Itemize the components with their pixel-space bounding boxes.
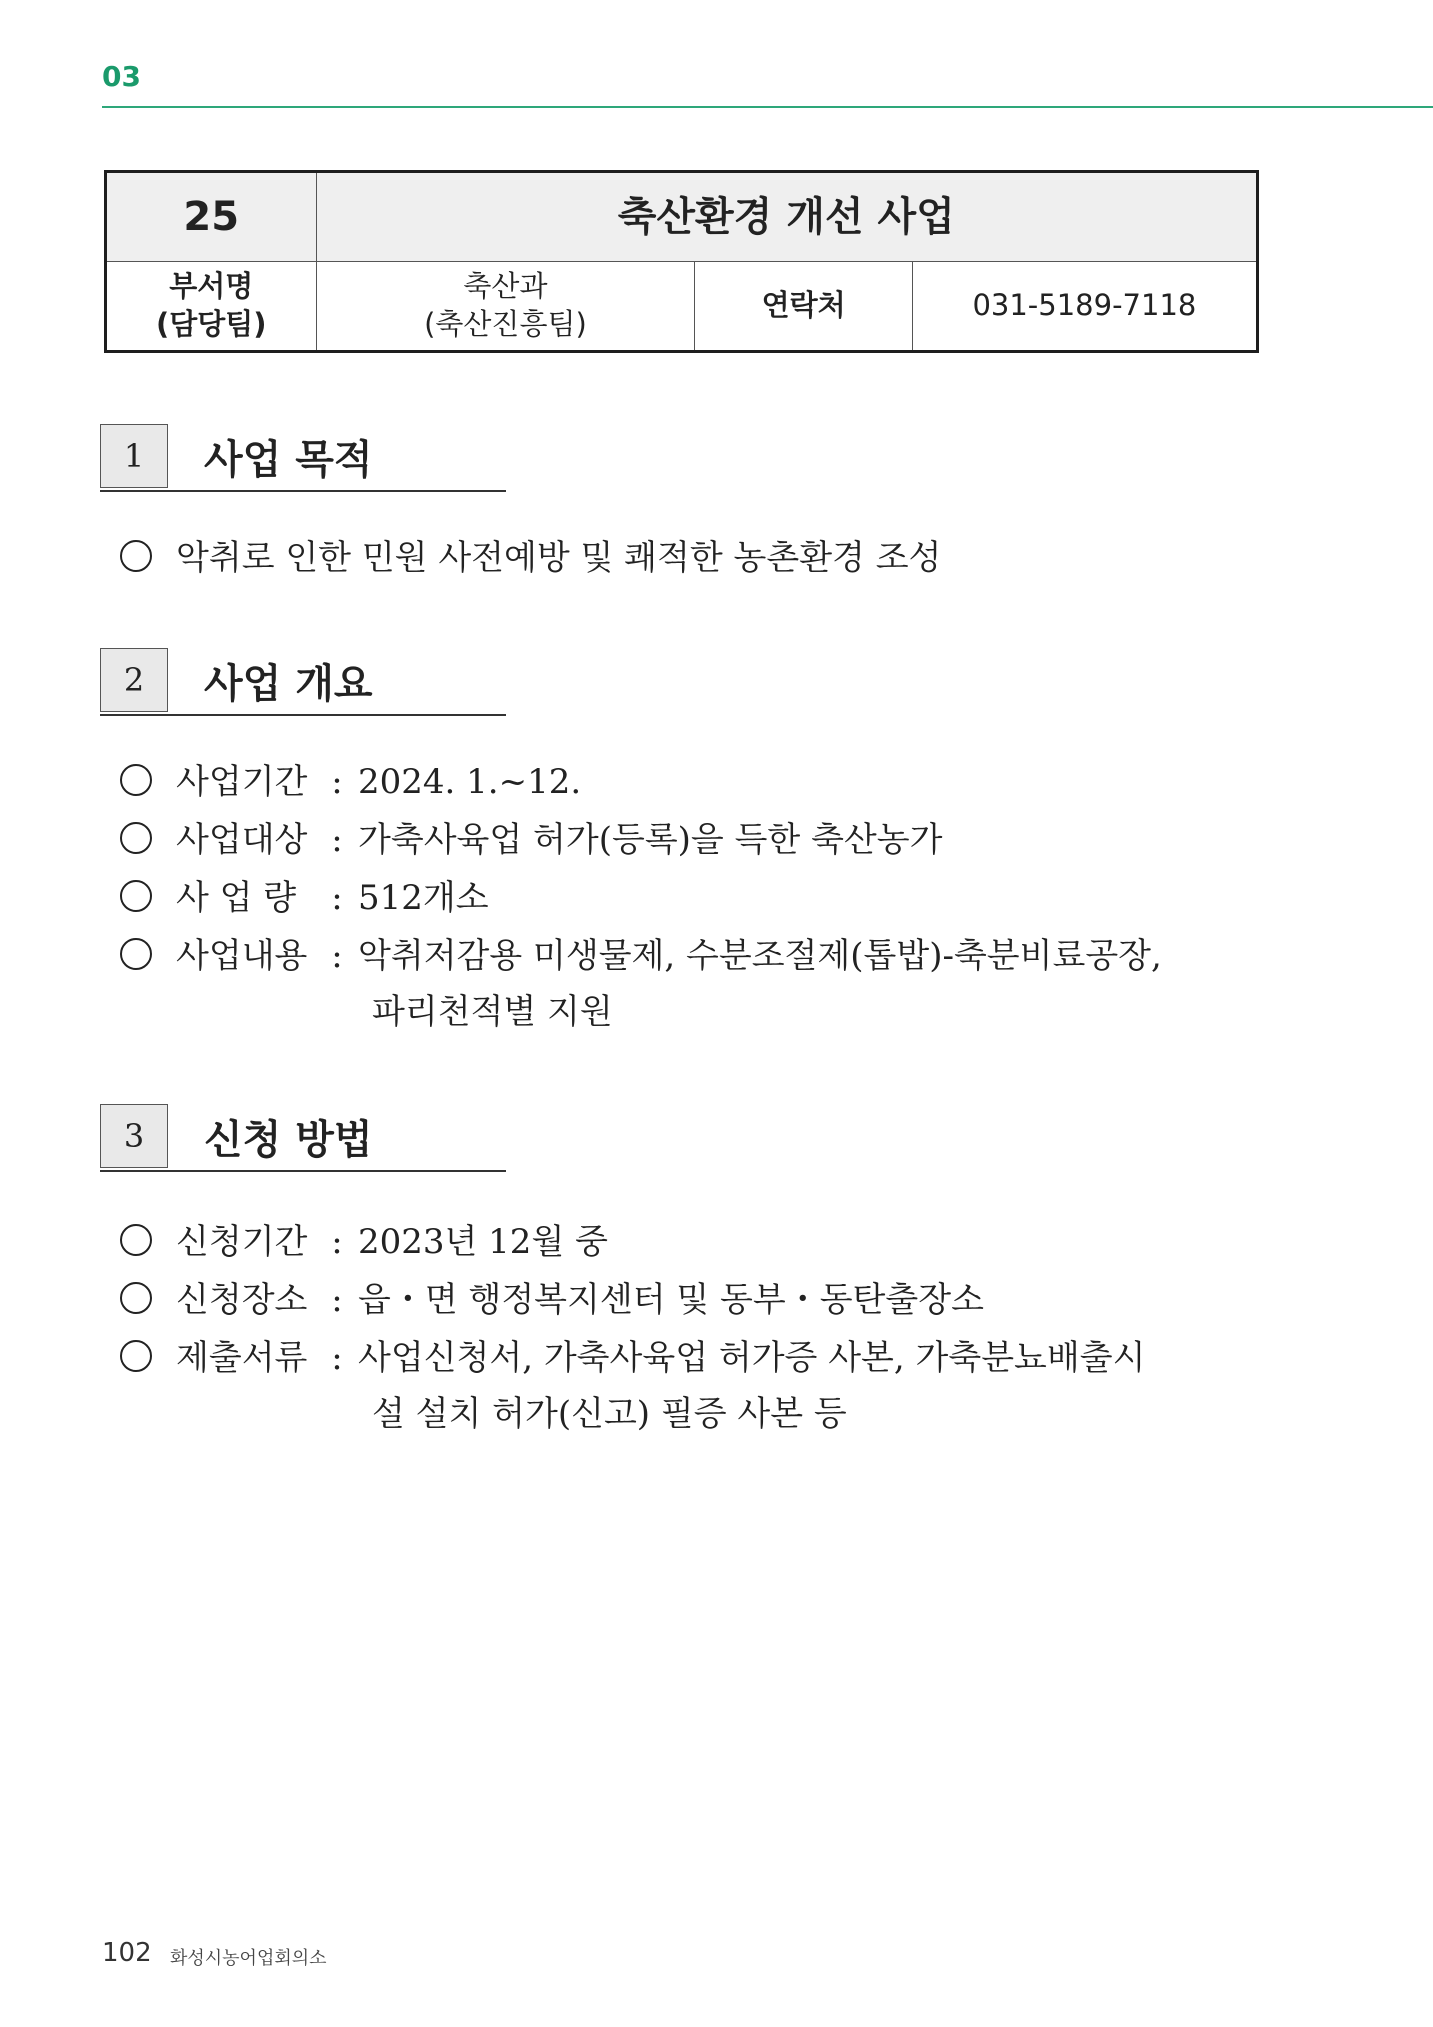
circle-bullet-icon	[120, 1224, 152, 1256]
item-label: 사업대상	[176, 820, 308, 860]
footer-organization: 화성시농어업회의소	[170, 1948, 327, 1969]
list-item	[120, 812, 942, 861]
circle-bullet-icon	[120, 540, 152, 572]
circle-bullet-icon	[120, 822, 152, 854]
project-title: 축산환경 개선 사업	[316, 172, 1258, 262]
section-title: 사업 개요	[204, 661, 373, 707]
list-item	[120, 870, 489, 919]
section-number: 3	[100, 1104, 168, 1168]
chapter-number: 03	[102, 60, 141, 93]
project-info-table	[104, 170, 1259, 353]
item-label: 사업기간	[176, 762, 308, 802]
section-number: 2	[100, 648, 168, 712]
info-table-detail-row	[106, 262, 1258, 352]
colon-separator: :	[331, 878, 343, 918]
contact-label: 연락처	[695, 262, 912, 352]
list-item	[120, 754, 581, 803]
project-number: 25	[106, 172, 317, 262]
section-heading	[100, 648, 506, 716]
item-value: 읍・면 행정복지센터 및 동부・동탄출장소	[358, 1280, 984, 1320]
section-heading	[100, 1104, 506, 1172]
item-value-continuation: 설 설치 허가(신고) 필증 사본 등	[372, 1394, 847, 1434]
section-title: 사업 목적	[204, 437, 373, 483]
item-value: 가축사육업 허가(등록)을 득한 축산농가	[358, 820, 943, 860]
info-table-header-row	[106, 172, 1258, 262]
team-label: (담당팀)	[155, 307, 267, 341]
list-item	[120, 1330, 1145, 1379]
list-item	[120, 928, 1162, 977]
item-value: 2023년 12월 중	[358, 1222, 608, 1262]
dept-label-cell	[106, 262, 317, 352]
list-item	[120, 530, 941, 579]
circle-bullet-icon	[120, 880, 152, 912]
dept-label: 부서명	[169, 269, 254, 304]
item-label: 제출서류	[176, 1338, 308, 1378]
item-value: 512개소	[358, 878, 489, 918]
circle-bullet-icon	[120, 938, 152, 970]
circle-bullet-icon	[120, 764, 152, 796]
list-item	[120, 1272, 984, 1321]
item-text: 악취로 인한 민원 사전예방 및 쾌적한 농촌환경 조성	[176, 538, 942, 578]
item-value: 사업신청서, 가축사육업 허가증 사본, 가축분뇨배출시	[358, 1338, 1146, 1378]
colon-separator: :	[331, 1280, 343, 1320]
item-label: 신청장소	[176, 1280, 308, 1320]
dept-value-cell	[316, 262, 695, 352]
item-value: 악취저감용 미생물제, 수분조절제(톱밥)-축분비료공장,	[358, 936, 1162, 976]
list-item	[120, 1214, 608, 1263]
contact-value: 031-5189-7118	[912, 262, 1257, 352]
item-value: 2024. 1.~12.	[358, 762, 582, 802]
item-label: 사업내용	[176, 936, 308, 976]
colon-separator: :	[331, 762, 343, 802]
section-heading	[100, 424, 506, 492]
section-number: 1	[100, 424, 168, 488]
circle-bullet-icon	[120, 1340, 152, 1372]
circle-bullet-icon	[120, 1282, 152, 1314]
item-label: 신청기간	[176, 1222, 308, 1262]
page-number: 102	[102, 1938, 152, 1968]
colon-separator: :	[331, 936, 343, 976]
team-value: (축산진흥팀)	[424, 307, 587, 341]
item-value-continuation: 파리천적별 지원	[372, 992, 613, 1032]
dept-value: 축산과	[463, 269, 548, 304]
header-rule	[102, 106, 1433, 108]
colon-separator: :	[331, 820, 343, 860]
colon-separator: :	[331, 1338, 343, 1378]
colon-separator: :	[331, 1222, 343, 1262]
section-title: 신청 방법	[204, 1117, 373, 1163]
item-label: 사 업 량	[176, 878, 297, 918]
